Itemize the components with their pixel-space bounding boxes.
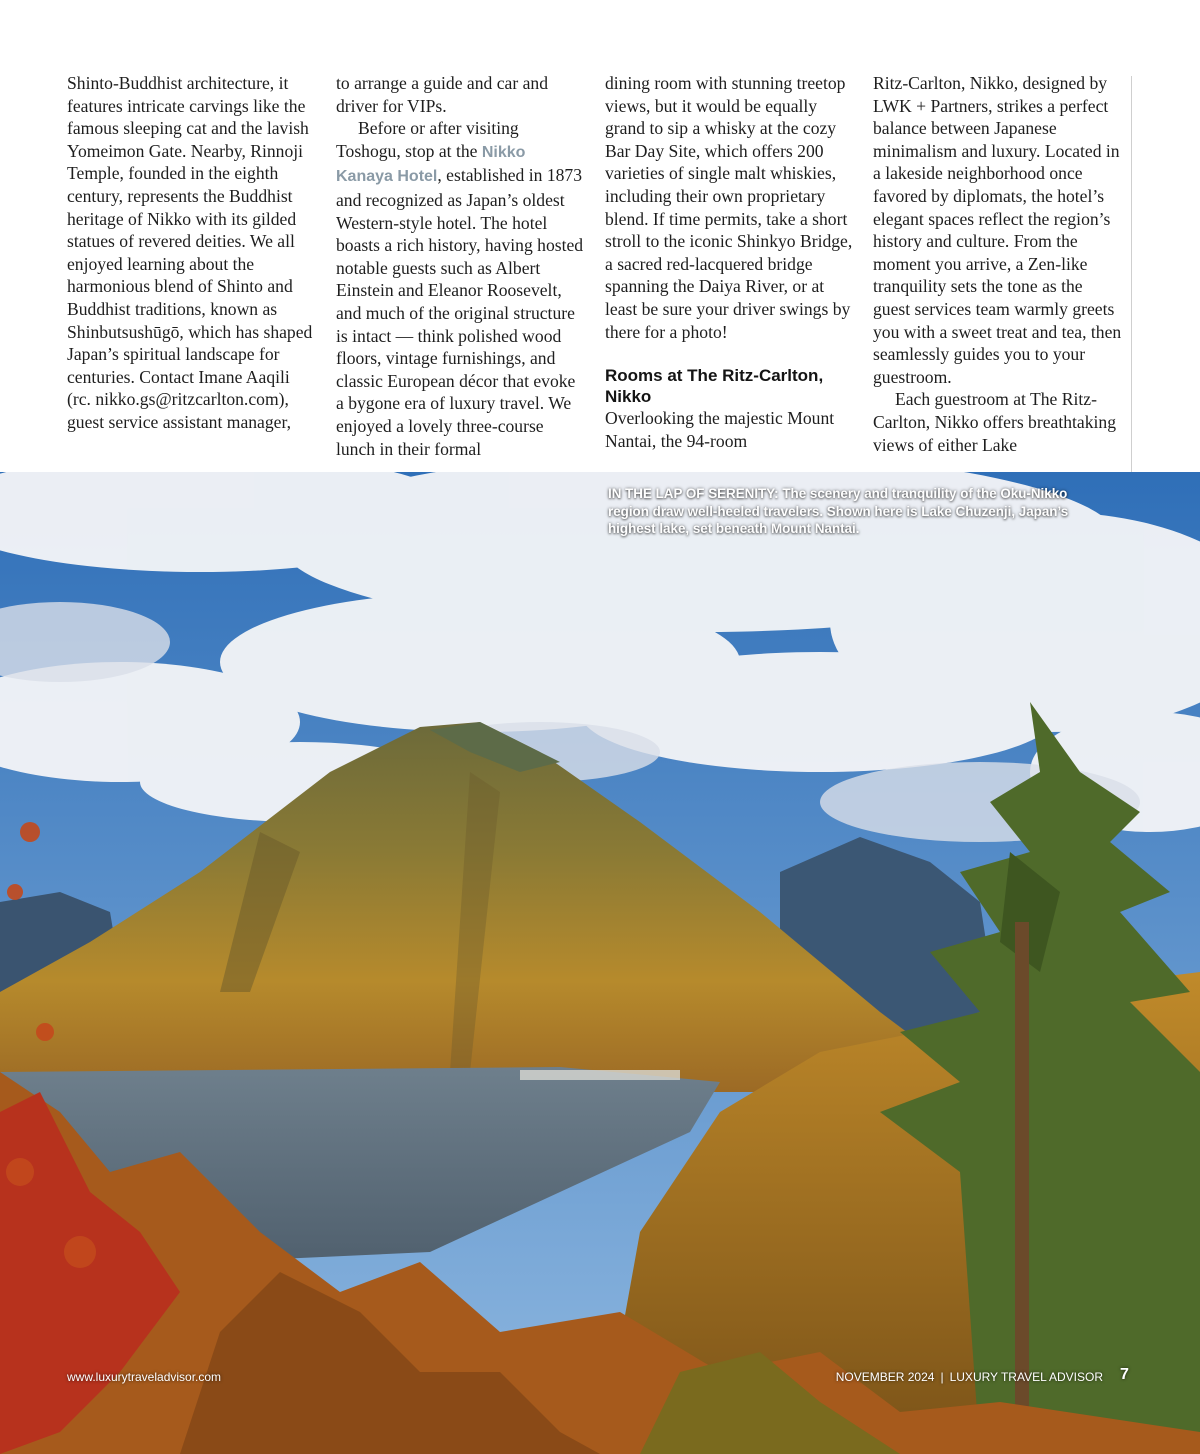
article-columns xyxy=(0,72,1200,472)
paragraph: Overlooking the majestic Mount Nantai, the 94-room xyxy=(605,408,835,451)
column-rule xyxy=(1131,76,1132,472)
paragraph: to arrange a guide and car and driver for VIPs. xyxy=(336,73,548,116)
caption-lead: IN THE LAP OF SERENITY: xyxy=(608,486,779,501)
text-run: Before or after visiting Toshogu, stop at the xyxy=(336,118,519,161)
text-column-2 xyxy=(336,72,586,460)
footer-website: www.luxurytraveladvisor.com xyxy=(67,1370,222,1384)
paragraph: Shinto-Buddhist architecture, it features intricate carvings like the famous sleeping cat and the lavish Yomeimon Gate. Nearby, Rinnoji Temple, founded in the eighth century, represents the Buddhist heritage of Nikko with its gilded statues of revered deities. We all enjoyed learning about the harmonious blend of Shinto and Buddhist traditions, known as Shinbutsushūgō, which has shaped Japan’s spiritual landscape for centuries. Contact Imane Aaqili (rc. nikko.gs@ritzcarlton.com), guest service assistant manager, xyxy=(67,73,313,432)
caption-text: The scenery and tranquility of the Oku-Nikko region draw well-heeled travelers. Shown here is Lake Chuzenji, Japan’s highest lake, set beneath Mount Nantai. xyxy=(608,486,1069,536)
paragraph: Ritz-Carlton, Nikko, designed by LWK + Partners, strikes a perfect balance between Japanese minimalism and luxury. Located in a lakeside neighborhood once favored by diplomats, the hotel’s elegant spaces reflect the region’s history and culture. From the moment you arrive, a Zen-like tranquility sets the tone as the guest services team warmly greets you with a sweet treat and tea, then seamlessly guides you to your guestroom. xyxy=(873,73,1122,387)
text-column-4 xyxy=(873,72,1123,456)
text-column-3 xyxy=(605,72,855,452)
footer-publication: LUXURY TRAVEL ADVISOR xyxy=(949,1370,1103,1384)
section-subhead: Rooms at The Ritz-Carlton, Nikko xyxy=(605,366,824,407)
page-number: 7 xyxy=(1120,1366,1129,1383)
photo-caption xyxy=(608,485,1108,538)
paragraph xyxy=(336,117,586,460)
hotel-name-highlight: Nikko Kanaya Hotel xyxy=(336,143,526,186)
paragraph: dining room with stunning treetop views, but it would be equally grand to sip a whisky at the cozy Bar Day Site, which offers 200 varieties of single malt whiskies, including their own proprietary blend. If time permits, take a short stroll to the iconic Shinkyo Bridge, a sacred red-lacquered bridge spanning the Daiya River, or at least be sure your driver swings by there for a photo! xyxy=(605,73,853,342)
text-run: , established in 1873 and recognized as Japan’s oldest Western-style hotel. The hotel boasts a rich history, having hosted notable guests such as Albert Einstein and Eleanor Roosevelt, and much of the original structure is intact — think polished wood floors, vintage furnishings, and classic European décor that evoke a bygone era of luxury travel. We enjoyed a lovely three-course lunch in their formal xyxy=(336,165,584,459)
footer-issue-info xyxy=(836,1370,1103,1384)
footer-issue: NOVEMBER 2024 xyxy=(835,1370,935,1384)
text-column-1 xyxy=(67,72,317,434)
paragraph: Each guestroom at The Ritz-Carlton, Nikko offers breathtaking views of either Lake xyxy=(873,389,1116,455)
footer-separator: | xyxy=(940,1370,944,1384)
mount-nantai-photo xyxy=(0,472,1200,1454)
